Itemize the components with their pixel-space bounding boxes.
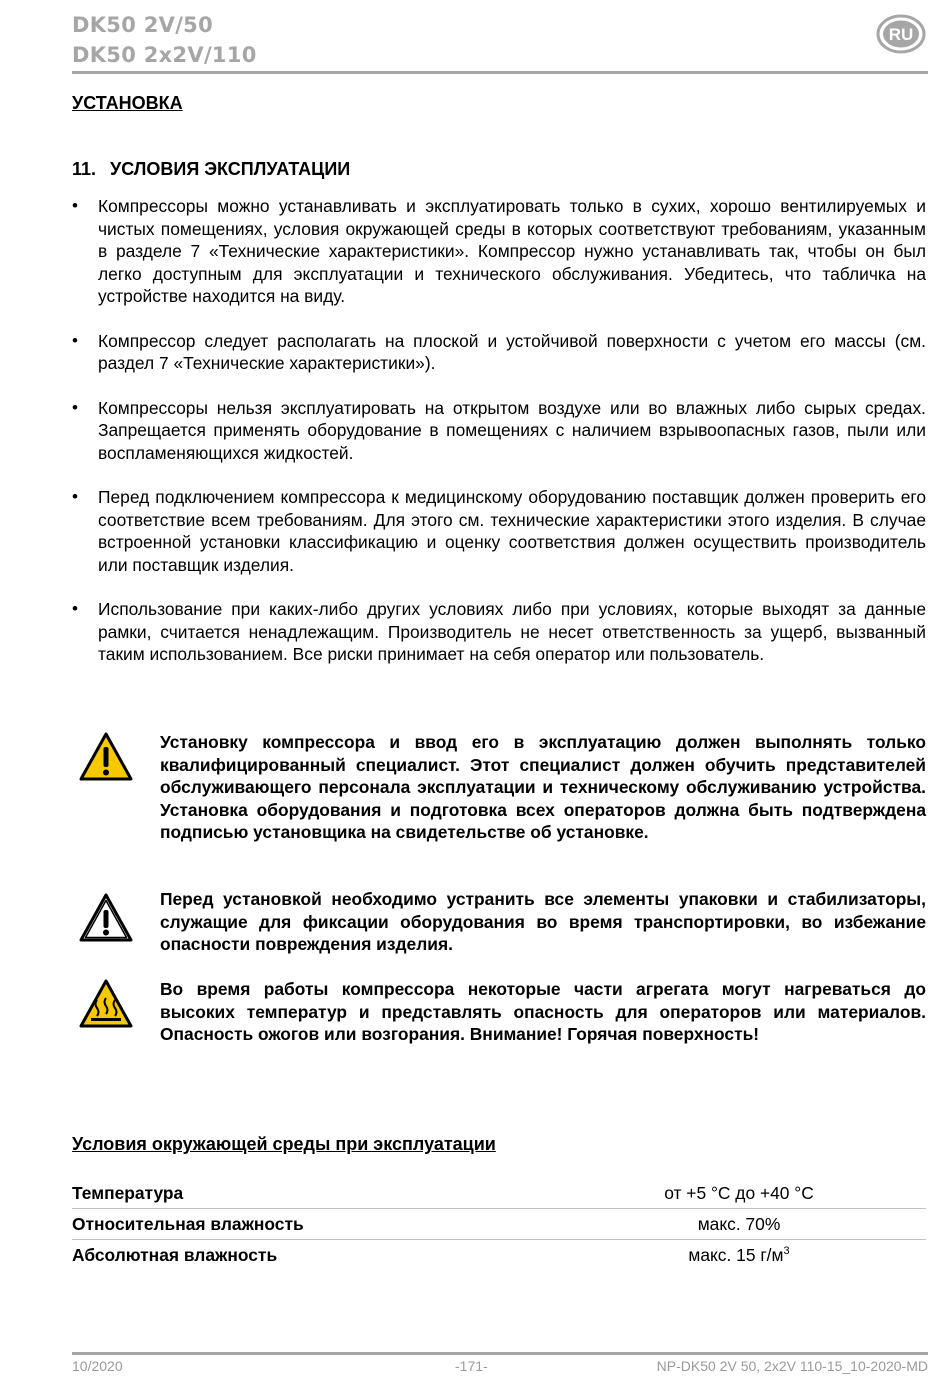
warning-text: Перед установкой необходимо устранить все элементы упаковки и стабилизаторы, служащие для фиксации оборудования во время транспортировки, во избежание опасности повреждения изделия. <box>160 889 926 954</box>
table-cell-label: Относительная влажность <box>72 1213 304 1234</box>
language-badge-label: RU <box>888 25 914 44</box>
environment-heading: Условия окружающей среды при эксплуатации <box>72 1134 496 1154</box>
hot-surface-icon <box>78 978 134 1030</box>
warning-text: Во время работы компрессора некоторые части агрегата могут нагреваться до высоких температур и представлять опасность для операторов или материалов. Опасность ожогов или возгорания. Внимание! Горячая поверхность! <box>160 979 926 1044</box>
table-cell-label: Температура <box>72 1182 184 1203</box>
list-item: • Компрессор следует располагать на плоской и устойчивой поверхности с учетом его массы (см. раздел 7 «Технические характеристики»). <box>72 330 926 373</box>
chapter-title <box>72 159 350 180</box>
value-text: макс. 15 г/м <box>688 1244 784 1265</box>
bullet-icon: • <box>72 397 78 417</box>
list-item: • Компрессоры нельзя эксплуатировать на открытом воздухе или во влажных либо сырых средах. Запрещается применять оборудование в помещениях с наличием взрывоопасных газов, пыли или воспламеняющихся жидкостей. <box>72 397 926 463</box>
section-heading: УСТАНОВКА <box>72 93 183 113</box>
footer-date: 10/2020 <box>72 1358 123 1374</box>
warning-text: Установку компрессора и ввод его в эксплуатацию должен выполнять только квалифицированный специалист. Этот специалист должен обучить представителей обслуживающего персонала эксплуатации и техническому обслуживанию устройства. Установка оборудования и подготовка всех операторов должна быть подтверждена подписью установщика на свидетельстве об установке. <box>160 732 926 842</box>
page-footer <box>72 1358 928 1378</box>
bullet-icon: • <box>72 487 78 506</box>
table-row <box>72 1209 926 1240</box>
chapter-title-text: УСЛОВИЯ ЭКСПЛУАТАЦИИ <box>110 159 351 179</box>
list-item: • Перед подключением компрессора к медицинскому оборудованию поставщик должен проверить его соответствие всем требованиям. Для этого см. технические характеристики этого изделия. В случае встроенной установки классификацию и оценку соответствия должен осуществить производитель или поставщик изделия. <box>72 487 926 575</box>
model-line-1: DK50 2V/50 <box>72 13 213 37</box>
warning-block-hot-surface <box>72 978 926 1046</box>
footer-divider <box>72 1352 928 1355</box>
table-cell-value: от +5 °C до +40 °C <box>664 1182 814 1203</box>
warning-triangle-yellow-icon <box>78 731 134 783</box>
footer-page-number: -171- <box>455 1358 488 1374</box>
table-row <box>72 1178 926 1209</box>
bullet-icon: • <box>72 196 78 215</box>
warning-block-qualified-installer <box>72 731 926 844</box>
table-cell-label: Абсолютная влажность <box>72 1244 278 1265</box>
environment-table <box>72 1178 926 1270</box>
page-header <box>72 10 928 76</box>
conditions-list <box>72 195 926 688</box>
value-superscript: 3 <box>783 1244 790 1257</box>
caution-triangle-outline-icon <box>78 892 134 944</box>
warning-block-packaging <box>72 888 926 956</box>
list-item: • Использование при каких-либо других условиях либо при условиях, которые выходят за данные рамки, считается ненадлежащим. Производитель не несет ответственность за ущерб, вызванный таким использованием. Все риски принимает на себя оператор или пользователь. <box>72 599 926 664</box>
model-line-2: DK50 2x2V/110 <box>72 43 257 67</box>
footer-document-id: NP-DK50 2V 50, 2x2V 110-15_10-2020-MD <box>656 1358 928 1374</box>
bullet-icon: • <box>72 330 78 350</box>
table-cell-value <box>552 1240 926 1271</box>
header-divider <box>72 71 928 74</box>
bullet-icon: • <box>72 599 78 618</box>
language-badge <box>876 14 926 54</box>
list-item: • Компрессоры можно устанавливать и эксплуатировать только в сухих, хорошо вентилируемых и чистых помещениях, условия окружающей среды в которых соответствуют требованиям, указанным в разделе 7 «Технические характеристики». Компрессор нужно устанавливать так, чтобы он был легко доступным для эксплуатации и технического обслуживания. Убедитесь, что табличка на устройстве находится на виду. <box>72 196 926 306</box>
chapter-number: 11. <box>72 159 97 179</box>
table-row <box>72 1240 926 1271</box>
table-cell-value: макс. 70% <box>697 1213 781 1234</box>
